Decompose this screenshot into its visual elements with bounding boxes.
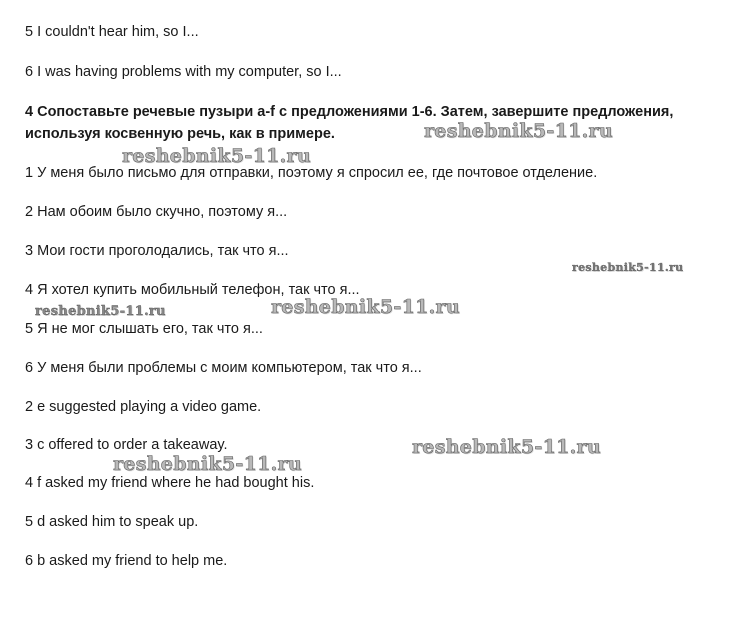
exercise-heading: 4 Сопоставьте речевые пузыри a-f с предложениями 1-6. Затем, завершите предложения, bbox=[25, 104, 674, 120]
watermark-logo: reshebnik5-11.ru bbox=[412, 436, 601, 458]
watermark-logo: reshebnik5-11.ru bbox=[271, 296, 460, 318]
answer-line: 4 f asked my friend where he had bought his. bbox=[25, 475, 315, 491]
text-line: 1 У меня было письмо для отправки, поэтому я спросил ее, где почтовое отделение. bbox=[25, 165, 598, 181]
watermark-logo: reshebnik5-11.ru bbox=[424, 120, 613, 142]
exercise-heading-continued: используя косвенную речь, как в примере. bbox=[25, 126, 335, 142]
watermark-logo: reshebnik5-11.ru bbox=[572, 261, 684, 274]
answer-line: 2 e suggested playing a video game. bbox=[25, 399, 262, 415]
text-line: 5 Я не мог слышать его, так что я... bbox=[25, 321, 263, 337]
answer-line: 3 c offered to order a takeaway. bbox=[25, 437, 228, 453]
watermark-logo: reshebnik5-11.ru bbox=[122, 145, 311, 167]
answer-line: 6 b asked my friend to help me. bbox=[25, 553, 228, 569]
text-line: 4 Я хотел купить мобильный телефон, так что я... bbox=[25, 282, 360, 298]
text-line: 3 Мои гости проголодались, так что я... bbox=[25, 243, 289, 259]
watermark-logo: reshebnik5-11.ru bbox=[113, 453, 302, 475]
answer-line: 5 d asked him to speak up. bbox=[25, 514, 199, 530]
text-line: 6 I was having problems with my computer, so I... bbox=[25, 64, 342, 80]
watermark-logo: reshebnik5-11.ru bbox=[35, 304, 166, 319]
text-line: 5 I couldn't hear him, so I... bbox=[25, 24, 199, 40]
text-line: 6 У меня были проблемы с моим компьютером, так что я... bbox=[25, 360, 422, 376]
text-line: 2 Нам обоим было скучно, поэтому я... bbox=[25, 204, 288, 220]
